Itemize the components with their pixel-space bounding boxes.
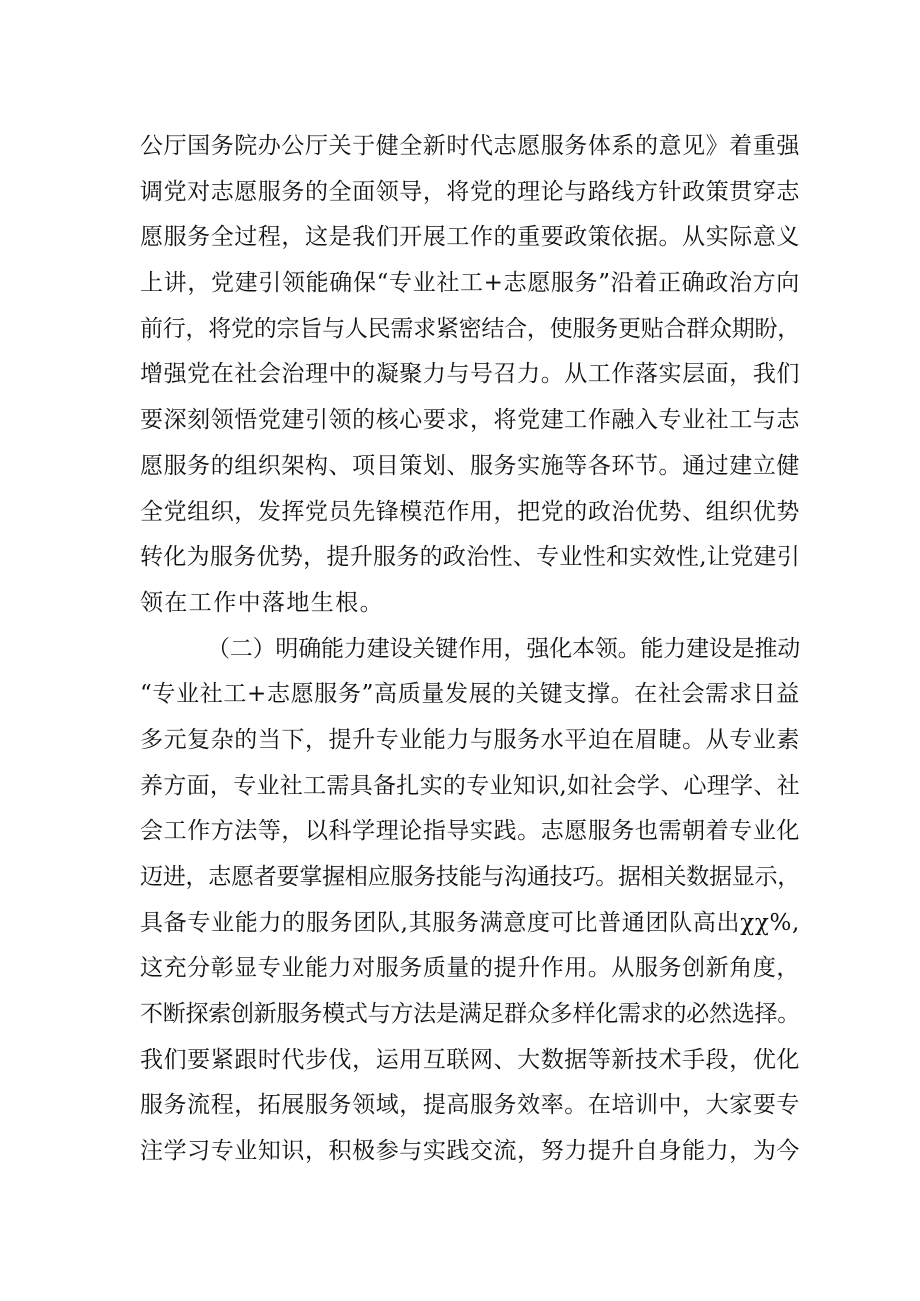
text-line: 前行，将党的宗旨与人民需求紧密结合，使服务更贴合群众期盼， xyxy=(140,315,801,342)
text-line: 领在工作中落地生根。 xyxy=(140,589,384,616)
text-line: 会工作方法等，以科学理论指导实践。志愿服务也需朝着专业化 xyxy=(140,818,800,845)
text-line: 增强党在社会治理中的凝聚力与号召力。从工作落实层面，我们 xyxy=(140,361,800,388)
text-line: 调党对志愿服务的全面领导，将党的理论与路线方针政策贯穿志 xyxy=(140,178,800,205)
text-line: （二）明确能力建设关键作用，强化本领。能力建设是推动 xyxy=(207,635,801,662)
text-line: 注学习专业知识，积极参与实践交流，努力提升自身能力，为今 xyxy=(140,1138,800,1165)
document-body xyxy=(140,124,800,1175)
text-line: 迈进，志愿者要掌握相应服务技能与沟通技巧。据相关数据显示， xyxy=(140,864,801,890)
text-line: 公厅国务院办公厅关于健全新时代志愿服务体系的意见》着重强 xyxy=(140,133,800,159)
text-line: 愿服务全过程，这是我们开展工作的重要政策依据。从实际意义 xyxy=(140,224,800,251)
text-line: 多元复杂的当下，提升专业能力与服务水平迫在眉睫。从专业素 xyxy=(140,726,800,753)
text-line: “专业社工+志愿服务”高质量发展的关键支撑。在社会需求日益 xyxy=(140,681,800,708)
text-line: 转化为服务优势，提升服务的政治性、专业性和实效性,让党建引 xyxy=(140,544,801,571)
text-line: 愿服务的组织架构、项目策划、服务实施等各环节。通过建立健 xyxy=(140,452,800,479)
text-line: 服务流程，拓展服务领域，提高服务效率。在培训中，大家要专 xyxy=(140,1092,800,1119)
text-line: 具备专业能力的服务团队,其服务满意度可比普通团队高出χχ%, xyxy=(140,909,801,936)
text-line: 这充分彰显专业能力对服务质量的提升作用。从服务创新角度， xyxy=(140,955,800,982)
text-line: 养方面，专业社工需具备扎实的专业知识,如社会学、心理学、社 xyxy=(140,772,801,799)
text-line: 不断探索创新服务模式与方法是满足群众多样化需求的必然选择。 xyxy=(140,1001,801,1028)
text-line: 要深刻领悟党建引领的核心要求，将党建工作融入专业社工与志 xyxy=(140,407,800,434)
text-line: 全党组织，发挥党员先锋模范作用，把党的政治优势、组织优势 xyxy=(140,498,800,525)
text-line: 我们要紧跟时代步伐，运用互联网、大数据等新技术手段，优化 xyxy=(140,1046,800,1073)
text-line: 上讲，党建引领能确保“专业社工+志愿服务”沿着正确政治方向 xyxy=(140,270,800,297)
